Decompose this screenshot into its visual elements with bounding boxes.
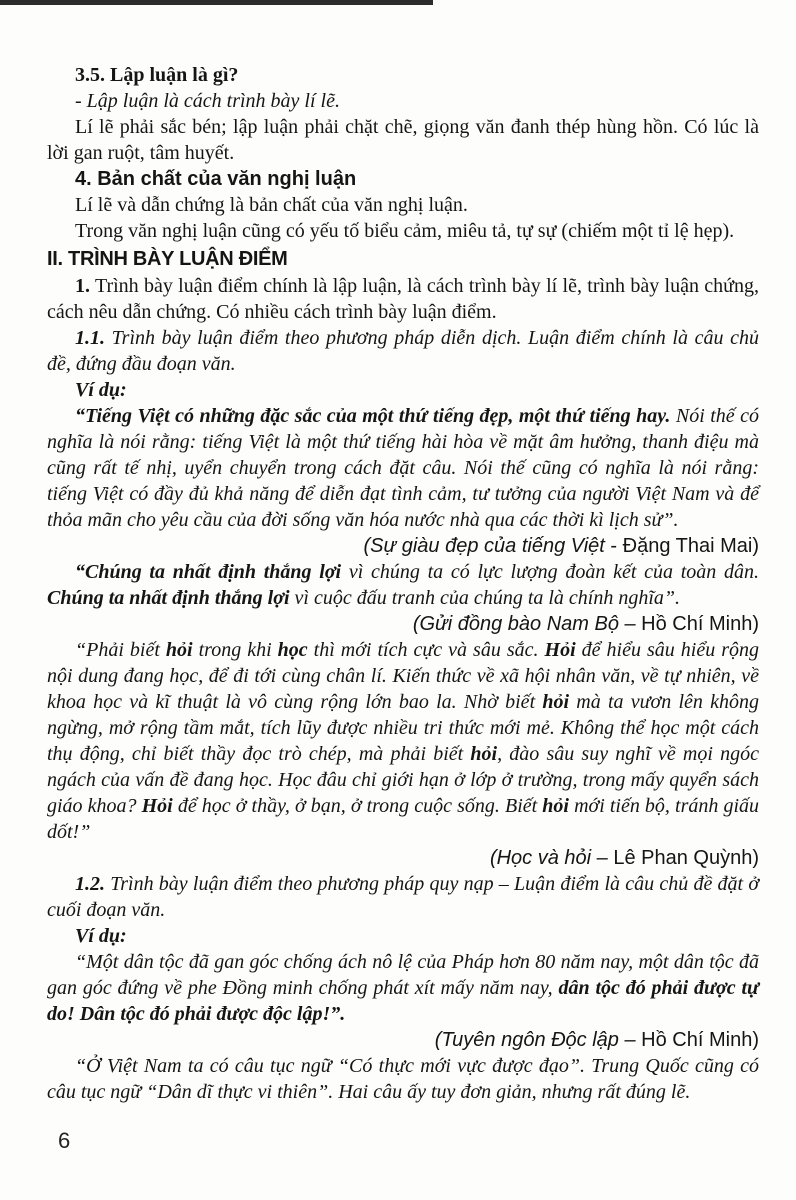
quote-seg-emphasis: hỏi: [542, 691, 570, 713]
paragraph-1-text: Trình bày luận điểm chính là lập luận, là cách trình bày lí lẽ, trình bày luận chứng, cách nêu dẫn chứng. Có nhiều cách trình bày luận điểm.: [47, 275, 759, 323]
paragraph-1-1: [47, 325, 759, 377]
quote-seg: Chúng ta nhất định thắng lợi: [47, 587, 290, 609]
paragraph-1: [47, 273, 759, 325]
paragraph-banchat-2-text: Trong văn nghị luận cũng có yếu tố biểu cảm, miêu tả, tự sự (chiếm một tỉ lệ hẹp).: [75, 220, 735, 242]
quote-seg: trong khi: [192, 639, 278, 661]
quote-seg-emphasis: hỏi: [470, 743, 498, 765]
paragraph-1-number: 1.: [75, 275, 90, 297]
citation-work-title: (Học và hỏi: [489, 847, 597, 869]
quote-tieng-viet: [47, 403, 759, 533]
quote-seg: mới tiến bộ, tránh giấu dốt!”: [47, 795, 760, 843]
citation-author: – Hồ Chí Minh): [624, 613, 759, 635]
paragraph-1-2: [47, 871, 759, 923]
scan-edge-artifact: [0, 0, 433, 5]
example-label-1: [47, 377, 759, 403]
example-label-1-text: Ví dụ:: [75, 379, 127, 401]
heading-4-text: 4. Bản chất của văn nghị luận: [75, 168, 357, 190]
quote-hoc-va-hoi: [47, 637, 759, 845]
citation-work-title: (Gửi đồng bào Nam Bộ: [412, 613, 625, 635]
quote-seg-emphasis: hỏi: [542, 795, 569, 817]
paragraph-lapluan-definition: [47, 88, 759, 114]
heading-section-ii-text: II. TRÌNH BÀY LUẬN ĐIỂM: [47, 248, 288, 270]
quote-seg: , đào sâu suy nghĩ về mọi ngóc ngách của vấn đề đang học. Học đâu chỉ giới hạn ở lớp ở trường, trong mấy quyển sách giáo khoa?: [47, 743, 759, 817]
citation-author: - Đặng Thai Mai): [610, 535, 759, 557]
definition-text: - Lập luận là cách trình bày lí lẽ.: [75, 90, 340, 112]
paragraph-banchat-1-text: Lí lẽ và dẫn chứng là bản chất của văn nghị luận.: [75, 194, 468, 216]
paragraph-lile: [47, 114, 759, 166]
quote-seg-emphasis: học: [277, 639, 308, 661]
quote-seg: vì chúng ta có lực lượng đoàn kết của toàn dân.: [341, 561, 759, 583]
quote-thang-loi: [47, 559, 759, 611]
quote-seg: “Phải biết: [75, 639, 166, 661]
citation-hoc-va-hoi: [47, 845, 759, 871]
citation-gui-dong-bao: [47, 611, 759, 637]
quote-seg: “Một dân tộc đã gan góc chống ách nô lệ của Pháp hơn 80 năm nay, một dân tộc đã gan góc đứng về phe Đồng minh chống phát xít mấy năm nay,: [47, 951, 759, 999]
citation-work-title: (Sự giàu đẹp của tiếng Việt: [363, 535, 611, 557]
example-label-2: [47, 923, 759, 949]
citation-tuyen-ngon: [47, 1027, 759, 1053]
paragraph-banchat-2: [47, 218, 759, 244]
quote-tieng-viet-rest: Nói thế có nghĩa là nói rằng: tiếng Việt là một thứ tiếng hài hòa về mặt âm hưởng, thanh điệu mà cũng rất tế nhị, uyển chuyển trong cách đặt câu. Nói thế cũng có nghĩa là nói rằng: tiếng Việt có đầy đủ khả năng để diễn đạt tình cảm, tư tưởng của người Việt Nam và để thỏa mãn cho yêu cầu của đời sống văn hóa nước nhà qua các thời kì lịch sử”.: [47, 405, 759, 531]
citation-su-giau-dep: [47, 533, 759, 559]
citation-author: – Lê Phan Quỳnh): [596, 847, 759, 869]
quote-seg: để hiểu sâu hiểu rộng nội dung đang học, để đi tới cùng chân lí. Kiến thức về xã hội nhân văn, về tự nhiên, về khoa học và kĩ thuật là vô cùng rộng lớn bao la. Nhờ biết: [47, 639, 760, 713]
paragraph-1-1-text: Trình bày luận điểm theo phương pháp diễn dịch. Luận điểm chính là câu chủ đề, đứng đầu đoạn văn.: [47, 327, 759, 375]
heading-3-5: [47, 62, 759, 88]
quote-seg-emphasis: Hỏi: [141, 795, 173, 817]
quote-tieng-viet-lead: “Tiếng Việt có những đặc sắc của một thứ tiếng đẹp, một thứ tiếng hay.: [75, 405, 671, 427]
citation-work-title: (Tuyên ngôn Độc lập: [434, 1029, 625, 1051]
quote-seg: “Chúng ta nhất định thắng lợi: [75, 561, 342, 583]
quote-mot-dan-toc: [47, 949, 759, 1027]
heading-3-5-text: 3.5. Lập luận là gì?: [75, 64, 239, 86]
paragraph-1-1-number: 1.1.: [75, 327, 105, 349]
quote-seg-emphasis: hỏi: [165, 639, 193, 661]
paragraph-1-2-number: 1.2.: [75, 873, 105, 895]
paragraph-tuc-ngu-text: “Ở Việt Nam ta có câu tục ngữ “Có thực mới vực được đạo”. Trung Quốc cũng có câu tục ngữ “Dân dĩ thực vi thiên”. Hai câu ấy tuy đơn giản, nhưng rất đúng lẽ.: [47, 1055, 759, 1103]
quote-seg: thì mới tích cực và sâu sắc.: [307, 639, 545, 661]
quote-seg-emphasis: dân tộc đó phải được tự do! Dân tộc đó phải được độc lập!”.: [47, 977, 759, 1025]
citation-author: – Hồ Chí Minh): [624, 1029, 759, 1051]
paragraph-1-2-text: Trình bày luận điểm theo phương pháp quy nạp – Luận điểm là câu chủ đề đặt ở cuối đoạn văn.: [47, 873, 759, 921]
quote-seg: mà ta vươn lên không ngừng, mở rộng tầm mắt, tích lũy được nhiều tri thức mới mẻ. Không thể học một cách thụ động, chỉ biết thầy đọc trò chép, mà phải biết: [47, 691, 759, 765]
page-content: [47, 62, 759, 1105]
quote-seg: để học ở thầy, ở bạn, ở trong cuộc sống. Biết: [172, 795, 543, 817]
paragraph-lile-text: Lí lẽ phải sắc bén; lập luận phải chặt chẽ, giọng văn đanh thép hùng hồn. Có lúc là lời gan ruột, tâm huyết.: [47, 116, 759, 164]
heading-4: [47, 166, 759, 192]
paragraph-banchat-1: [47, 192, 759, 218]
example-label-2-text: Ví dụ:: [75, 925, 127, 947]
quote-seg-emphasis: Hỏi: [544, 639, 576, 661]
paragraph-tuc-ngu: [47, 1053, 759, 1105]
quote-seg: vì cuộc đấu tranh của chúng ta là chính nghĩa”.: [289, 587, 681, 609]
page-number: 6: [58, 1128, 71, 1153]
heading-section-ii: [47, 246, 759, 272]
